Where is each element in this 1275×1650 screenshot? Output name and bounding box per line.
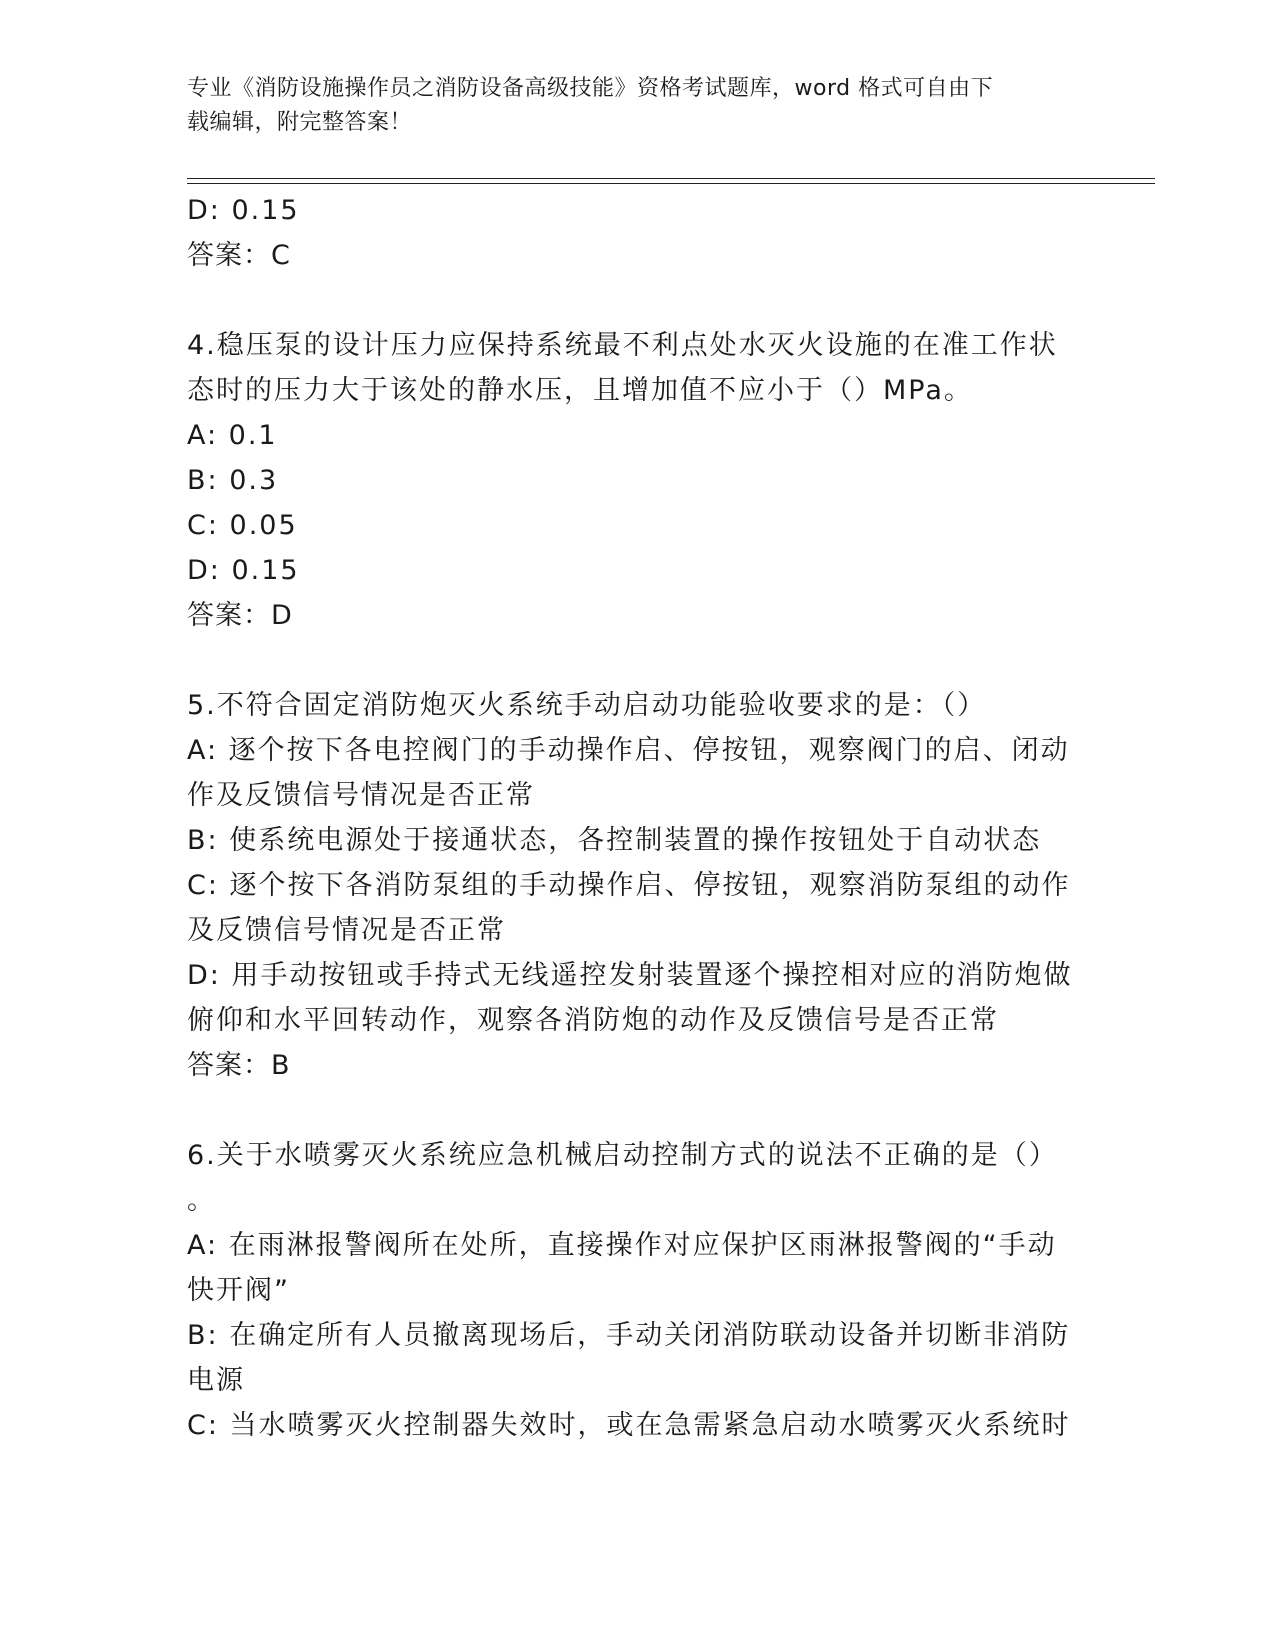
question-stem-continued: 。 (187, 1185, 216, 1216)
document-header (187, 72, 1087, 140)
header-divider-top (187, 178, 1155, 179)
question-stem: 5.不符合固定消防炮灭火系统手动启动功能验收要求的是：（） (187, 690, 987, 721)
option-b-continued: 电源 (187, 1365, 245, 1396)
answer: 答案：D (187, 600, 293, 631)
option-c: C: 当水喷雾灭火控制器失效时，或在急需紧急启动水喷雾灭火系统时 (187, 1410, 1071, 1441)
question-stem: 4.稳压泵的设计压力应保持系统最不利点处水灭火设施的在准工作状 (187, 330, 1058, 361)
option-b: B: 0.3 (187, 465, 279, 496)
option-d: D: 用手动按钮或手持式无线遥控发射装置逐个操控相对应的消防炮做 (187, 960, 1073, 991)
option-b: B: 在确定所有人员撤离现场后，手动关闭消防联动设备并切断非消防 (187, 1320, 1071, 1351)
question-6 (187, 1133, 1087, 1448)
option-a-continued: 快开阀” (187, 1275, 290, 1306)
option-a: A: 逐个按下各电控阀门的手动操作启、停按钮，观察阀门的启、闭动 (187, 735, 1070, 766)
header-line-1: 专业《消防设施操作员之消防设备高级技能》资格考试题库，word 格式可自由下 (187, 76, 994, 101)
option-a-continued: 作及反馈信号情况是否正常 (187, 780, 535, 811)
option-a: A: 在雨淋报警阀所在处所，直接操作对应保护区雨淋报警阀的“手动 (187, 1230, 1057, 1261)
header-divider-bottom (187, 183, 1155, 184)
option-a: A: 0.1 (187, 420, 278, 451)
option-d: D: 0.15 (187, 555, 300, 586)
question-4 (187, 323, 1087, 638)
question-stem: 态时的压力大于该处的静水压，且增加值不应小于（）MPa。 (187, 375, 973, 406)
question-5 (187, 683, 1087, 1088)
previous-question-tail (187, 188, 1087, 278)
option-c-continued: 及反馈信号情况是否正常 (187, 915, 506, 946)
answer: 答案：C (187, 240, 291, 271)
document-body (187, 188, 1087, 1448)
option-d-continued: 俯仰和水平回转动作，观察各消防炮的动作及反馈信号是否正常 (187, 1005, 999, 1036)
option-c: C: 0.05 (187, 510, 298, 541)
header-line-2: 载编辑，附完整答案！ (187, 110, 413, 135)
answer: 答案：B (187, 1050, 291, 1081)
question-stem: 6.关于水喷雾灭火系统应急机械启动控制方式的说法不正确的是（） (187, 1140, 1058, 1171)
option-d: D: 0.15 (187, 195, 300, 226)
option-b: B: 使系统电源处于接通状态，各控制装置的操作按钮处于自动状态 (187, 825, 1042, 856)
option-c: C: 逐个按下各消防泵组的手动操作启、停按钮，观察消防泵组的动作 (187, 870, 1071, 901)
